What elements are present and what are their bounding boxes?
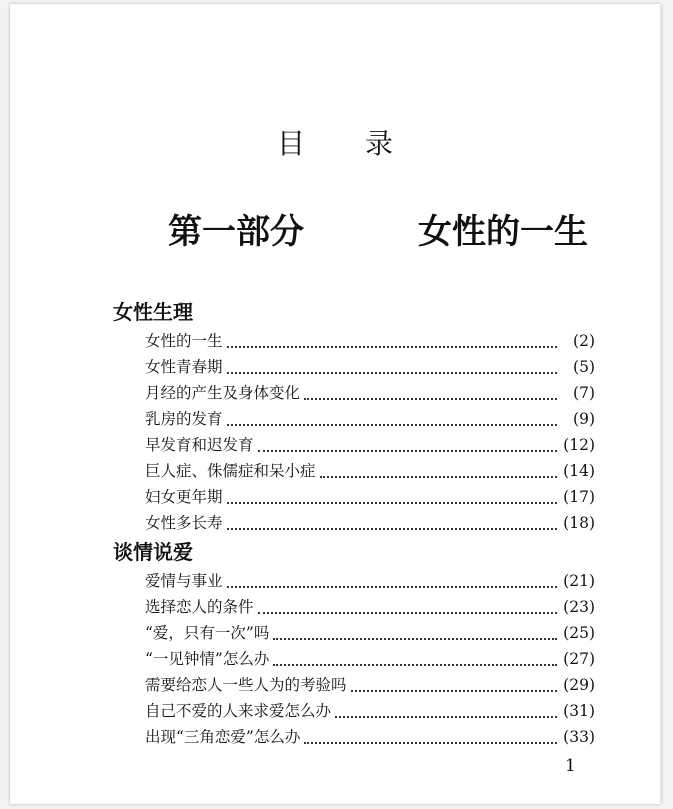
page-number: 1 — [565, 756, 576, 776]
dot-leader — [227, 424, 557, 426]
toc-entry-page: (29) — [563, 676, 595, 694]
toc-entry-label: 需要给恋人一些人为的考验吗 — [145, 676, 347, 694]
toc-entry-label: “一见钟情”怎么办 — [145, 650, 270, 668]
toc-entry[interactable] — [145, 407, 595, 431]
toc-entry[interactable] — [145, 621, 595, 645]
toc-entry-page: (27) — [563, 650, 595, 668]
toc-entry[interactable] — [145, 459, 595, 483]
toc-entry-page: (2) — [573, 332, 595, 350]
dot-leader — [320, 476, 557, 478]
toc-entry-page: (18) — [563, 514, 595, 532]
toc-entry[interactable] — [145, 647, 595, 671]
toc-entry[interactable] — [145, 381, 595, 405]
part-title: 女性的一生 — [418, 212, 588, 252]
toc-entry[interactable] — [145, 595, 595, 619]
toc-entry-label: “爱，只有一次”吗 — [145, 624, 270, 642]
dot-leader — [227, 502, 557, 504]
toc-entry-page: (5) — [573, 358, 595, 376]
toc-entry[interactable] — [145, 673, 595, 697]
toc-entry-page: (25) — [563, 624, 595, 642]
toc-entry[interactable] — [145, 725, 595, 749]
toc-entry-page: (12) — [563, 436, 595, 454]
dot-leader — [273, 638, 557, 640]
dot-leader — [227, 346, 557, 348]
dot-leader — [273, 664, 557, 666]
toc-entry-page: (21) — [563, 572, 595, 590]
toc-entry[interactable] — [145, 329, 595, 353]
part-heading — [168, 204, 588, 253]
dot-leader — [227, 528, 557, 530]
toc-entry[interactable] — [145, 699, 595, 723]
section-heading: 女性生理 — [113, 300, 193, 324]
page-edge-shadow — [660, 4, 663, 804]
toc-entry-page: (17) — [563, 488, 595, 506]
dot-leader — [258, 450, 557, 452]
toc-entry-page: (33) — [563, 728, 595, 746]
toc-entry-label: 女性的一生 — [145, 332, 223, 350]
dot-leader — [351, 690, 557, 692]
toc-entry-label: 月经的产生及身体变化 — [145, 384, 301, 402]
toc-entry-label: 爱情与事业 — [145, 572, 223, 590]
section-heading: 谈情说爱 — [113, 540, 193, 564]
toc-entry-label: 早发育和迟发育 — [145, 436, 254, 454]
toc-entry-page: (9) — [573, 410, 595, 428]
dot-leader — [335, 716, 557, 718]
toc-entry-label: 自己不爱的人来求爱怎么办 — [145, 702, 332, 720]
toc-entry-page: (14) — [563, 462, 595, 480]
toc-entry-label: 妇女更年期 — [145, 488, 223, 506]
toc-entry[interactable] — [145, 433, 595, 457]
toc-title: 目录 — [276, 127, 453, 160]
toc-entry-page: (31) — [563, 702, 595, 720]
dot-leader — [258, 612, 557, 614]
toc-entry-label: 女性青春期 — [145, 358, 223, 376]
toc-entry-label: 乳房的发育 — [145, 410, 223, 428]
dot-leader — [304, 398, 557, 400]
toc-entry[interactable] — [145, 511, 595, 535]
toc-entry[interactable] — [145, 485, 595, 509]
toc-entry-label: 选择恋人的条件 — [145, 598, 254, 616]
toc-entry-page: (7) — [573, 384, 595, 402]
toc-entry-label: 出现“三角恋爱”怎么办 — [145, 728, 301, 746]
toc-entry[interactable] — [145, 569, 595, 593]
toc-entry-label: 女性多长寿 — [145, 514, 223, 532]
dot-leader — [227, 372, 557, 374]
toc-entry-label: 巨人症、侏儒症和呆小症 — [145, 462, 316, 480]
dot-leader — [227, 586, 557, 588]
dot-leader — [304, 742, 557, 744]
document-page — [10, 4, 660, 804]
part-label: 第一部分 — [168, 212, 304, 252]
toc-entry-page: (23) — [563, 598, 595, 616]
toc-entry[interactable] — [145, 355, 595, 379]
